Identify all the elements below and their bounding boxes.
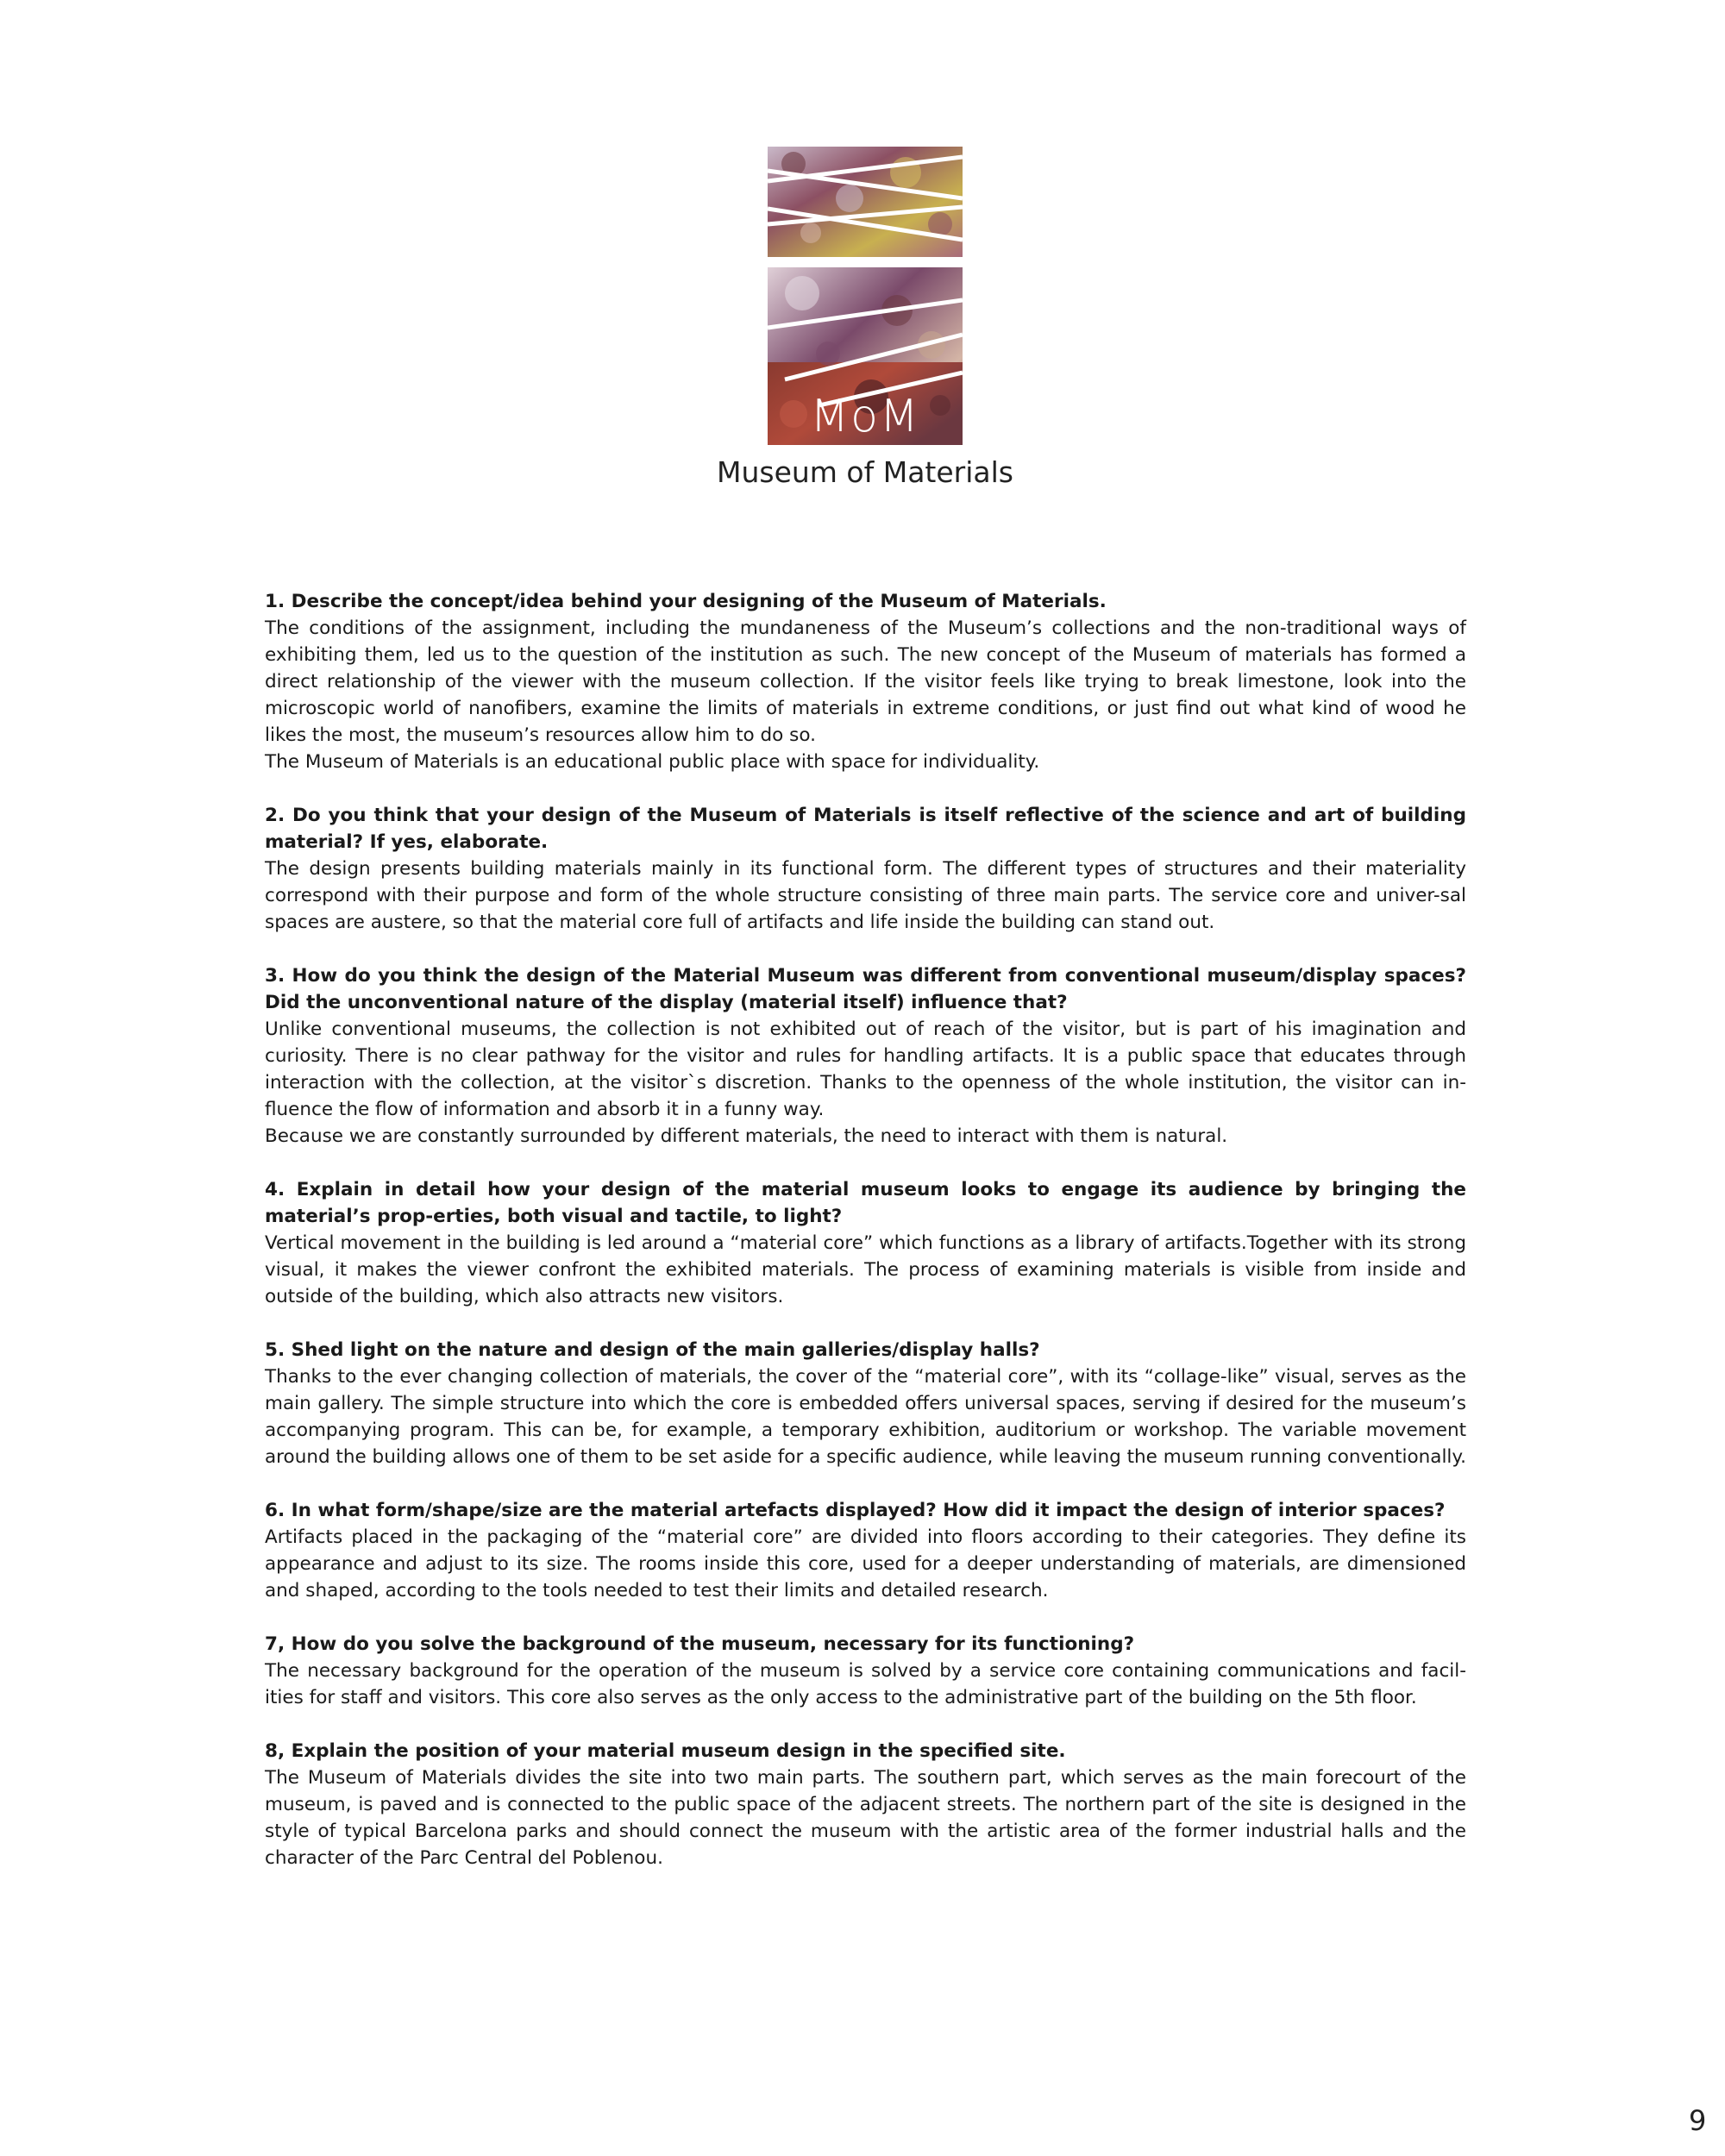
- qa-item-1: [265, 588, 1466, 775]
- answer-paragraph: The Museum of Materials is an educational public place with space for individuality.: [265, 751, 1040, 773]
- answer-paragraph: The necessary background for the operation of the museum is solved by a service core containing communications and facil-ities for staff and visitors. This core also serves as the only access to the administrative part of the building on the 5th floor.: [265, 1660, 1466, 1708]
- question: 7, How do you solve the background of the museum, necessary for its functioning?: [265, 1633, 1135, 1655]
- qa-item-8: [265, 1738, 1466, 1871]
- question: 8, Explain the position of your material museum design in the specified site.: [265, 1740, 1066, 1762]
- question: 3. How do you think the design of the Material Museum was different from conventional museum/display spaces? Did the unconventional nature of the display (material itself) influence that?: [265, 965, 1466, 1013]
- question: 5. Shed light on the nature and design of the main galleries/display halls?: [265, 1339, 1040, 1361]
- question: 1. Describe the concept/idea behind your designing of the Museum of Materials.: [265, 591, 1107, 612]
- qa-item-4: [265, 1176, 1466, 1310]
- question: 2. Do you think that your design of the Museum of Materials is itself reflective of the science and art of building material? If yes, elaborate.: [265, 805, 1466, 853]
- question: 6. In what form/shape/size are the material artefacts displayed? How did it impact the design of interior spaces?: [265, 1500, 1446, 1521]
- question: 4. Explain in detail how your design of the material museum looks to engage its audience by bringing the material’s prop-erties, both visual and tactile, to light?: [265, 1179, 1466, 1227]
- qa-item-6: [265, 1497, 1466, 1604]
- qa-item-5: [265, 1337, 1466, 1470]
- logo-subtitle: Museum of Materials: [717, 455, 1013, 489]
- answer-paragraph: Unlike conventional museums, the collection is not exhibited out of reach of the visitor, but is part of his imagination and curiosity. There is no clear pathway for the visitor and rules for handling artifacts. It is a public space that educates through interaction with the collection, at the visitor`s discretion. Thanks to the openness of the whole institution, the visitor can in-fluence the flow of information and absorb it in a funny way.: [265, 1018, 1466, 1120]
- answer-paragraph: Artifacts placed in the packaging of the “material core” are divided into floors according to their categories. They define its appearance and adjust to its size. The rooms inside this core, used for a deeper understanding of materials, are dimensioned and shaped, according to the tools needed to test their limits and detailed research.: [265, 1526, 1466, 1601]
- answer-paragraph: The conditions of the assignment, including the mundaneness of the Museum’s collections and the non-traditional ways of exhibiting them, led us to the question of the institution as such. The new concept of the Museum of materials has formed a direct relationship of the viewer with the museum collection. If the visitor feels like trying to break limestone, look into the microscopic world of nanofibers, examine the limits of materials in extreme conditions, or just find out what kind of wood he likes the most, the museum’s resources allow him to do so.: [265, 617, 1466, 746]
- qa-item-2: [265, 802, 1466, 936]
- qa-item-3: [265, 962, 1466, 1150]
- qa-content: [265, 588, 1466, 1898]
- page-number: 9: [1689, 2104, 1707, 2137]
- answer-paragraph: Because we are constantly surrounded by different materials, the need to interact with them is natural.: [265, 1125, 1228, 1147]
- answer-paragraph: The Museum of Materials divides the site into two main parts. The southern part, which serves as the main forecourt of the museum, is paved and is connected to the public space of the adjacent streets. The northern part of the site is designed in the style of typical Barcelona parks and should connect the museum with the artistic area of the former industrial halls and the character of the Parc Central del Poblenou.: [265, 1767, 1466, 1869]
- qa-item-7: [265, 1631, 1466, 1711]
- answer-paragraph: Thanks to the ever changing collection of materials, the cover of the “material core”, with its “collage-like” visual, serves as the main gallery. The simple structure into which the core is embedded offers universal spaces, serving if desired for the museum’s accompanying program. This can be, for example, a temporary exhibition, auditorium or workshop. The variable movement around the building allows one of them to be set aside for a specific audience, while leaving the museum running conventionally.: [265, 1366, 1466, 1468]
- museum-logo: [768, 147, 963, 445]
- answer-paragraph: The design presents building materials mainly in its functional form. The different types of structures and their materiality correspond with their purpose and form of the whole structure consisting of three main parts. The service core and univer-sal spaces are austere, so that the material core full of artifacts and life inside the building can stand out.: [265, 858, 1466, 933]
- logo-text: MoM: [810, 391, 920, 442]
- answer-paragraph: Vertical movement in the building is led around a “material core” which functions as a library of artifacts.Together with its strong visual, it makes the viewer confront the exhibited materials. The process of examining materials is visible from inside and outside of the building, which also attracts new visitors.: [265, 1232, 1466, 1307]
